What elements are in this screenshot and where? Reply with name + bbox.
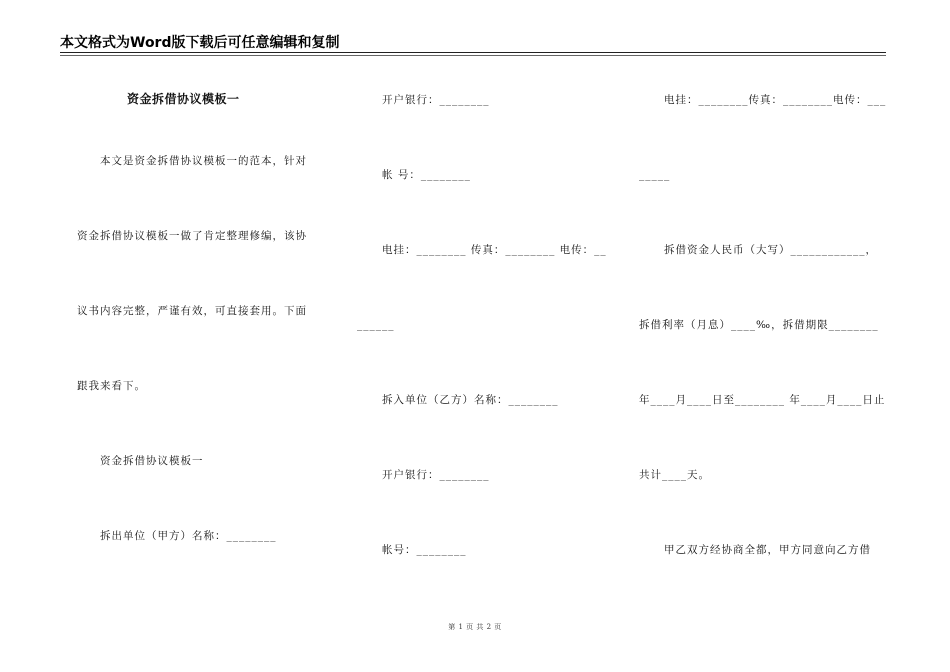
borrower-account-field: 帐号：________: [382, 544, 467, 556]
document-title: 资金拆借协议模板一: [127, 92, 240, 106]
header-rule: [60, 52, 886, 53]
lender-phone-field: 电挂：________ 传真：________ 电传：__: [382, 244, 607, 256]
lender-phone-continuation: ______: [357, 319, 395, 331]
section-subtitle: 资金拆借协议模板一: [100, 455, 204, 467]
total-days-field: 共计____天。: [639, 469, 710, 481]
borrower-phone-continuation: _____: [639, 169, 671, 181]
lender-name-field: 拆出单位（甲方）名称：________: [100, 530, 277, 542]
lender-bank-field: 开户银行：________: [382, 94, 490, 106]
intro-line-4: 跟我来看下。: [77, 380, 146, 392]
agreement-clause: 甲乙双方经协商全都，甲方同意向乙方借: [664, 544, 871, 556]
lender-account-field: 帐 号：________: [382, 169, 471, 181]
page-number: 第 1 页 共 2 页: [448, 623, 502, 631]
intro-line-3: 议书内容完整，严谨有效，可直接套用。下面: [77, 305, 307, 317]
header-rule-secondary: [60, 55, 886, 56]
document-header: 本文格式为Word版下载后可任意编辑和复制: [60, 35, 340, 51]
intro-line-2: 资金拆借协议模板一做了肯定整理修编，该协: [77, 230, 307, 242]
borrower-bank-field: 开户银行：________: [382, 469, 490, 481]
borrower-phone-field: 电挂：________传真：________电传：___: [664, 94, 887, 106]
loan-period-field: 年____月____日至________ 年____月____日止: [639, 394, 886, 406]
borrower-name-field: 拆入单位（乙方）名称：________: [382, 394, 559, 406]
intro-line-1: 本文是资金拆借协议模板一的范本，针对: [100, 155, 307, 167]
interest-rate-field: 拆借利率（月息）____‰，拆借期限________: [639, 319, 879, 331]
loan-amount-field: 拆借资金人民币（大写）____________，: [664, 244, 877, 256]
